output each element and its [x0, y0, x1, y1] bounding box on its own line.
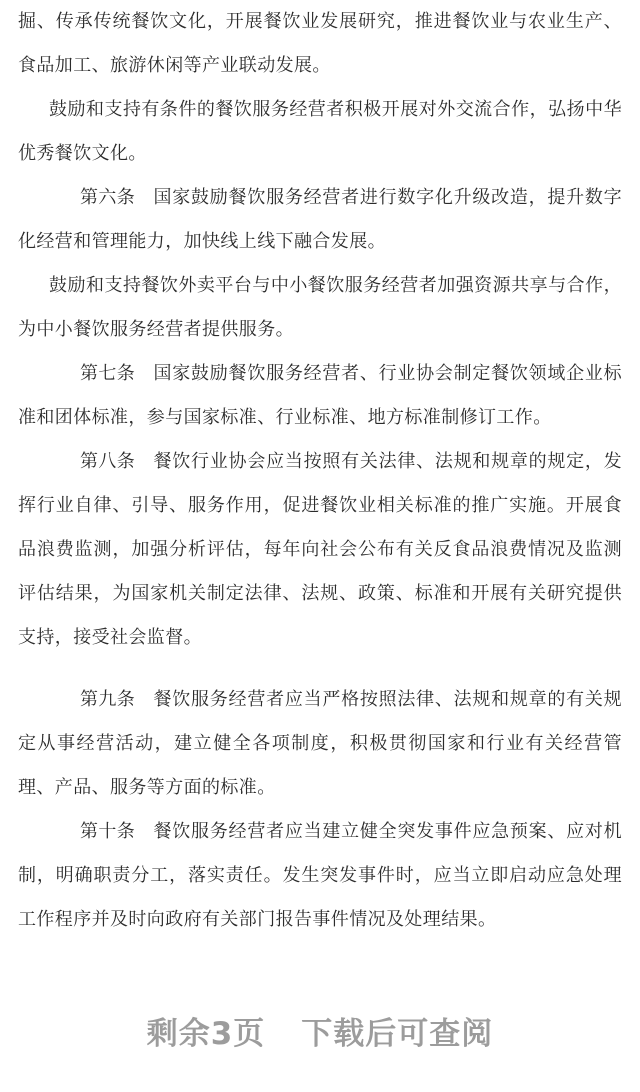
remaining-pages-label: 剩余3页: [146, 1016, 266, 1052]
paragraph-text: 鼓励和支持有条件的餐饮服务经营者积极开展对外交流合作，弘扬中华优秀餐饮文化。: [18, 99, 622, 164]
paragraph-text: 国家鼓励餐饮服务经营者进行数字化升级改造，提升数字化经营和管理能力，加快线上线下融合发展。: [18, 187, 622, 252]
article-number: 第十条: [80, 821, 136, 842]
article-8: [18, 440, 622, 660]
paragraph-text: 鼓励和支持餐饮外卖平台与中小餐饮服务经营者加强资源共享与合作，为中小餐饮服务经营者提供服务。: [18, 275, 622, 340]
paragraph-text: 餐饮服务经营者应当建立健全突发事件应急预案、应对机制，明确职责分工，落实责任。发生突发事件时，应当立即启动应急处理工作程序并及时向政府有关部门报告事件情况及处理结果。: [18, 821, 622, 930]
download-to-read-label: 下载后可查阅: [301, 1016, 494, 1052]
article-7: [18, 352, 622, 440]
article-9: [18, 678, 622, 810]
article-6: [18, 176, 622, 264]
paragraph: [18, 88, 622, 176]
article-10: [18, 810, 622, 942]
paragraph-text: 餐饮行业协会应当按照有关法律、法规和规章的规定，发挥行业自律、引导、服务作用，促进餐饮业相关标准的推广实施。开展食品浪费监测，加强分析评估，每年向社会公布有关反食品浪费情况及监测评估结果，为国家机关制定法律、法规、政策、标准和开展有关研究提供支持，接受社会监督。: [18, 451, 622, 648]
paragraph-text: 餐饮服务经营者应当严格按照法律、法规和规章的有关规定从事经营活动，建立健全各项制度，积极贯彻国家和行业有关经营管理、产品、服务等方面的标准。: [18, 689, 622, 798]
paragraph-text: 国家鼓励餐饮服务经营者、行业协会制定餐饮领域企业标准和团体标准，参与国家标准、行业标准、地方标准制修订工作。: [18, 363, 622, 428]
article-number: 第八条: [80, 451, 136, 472]
paragraph-text: 掘、传承传统餐饮文化，开展餐饮业发展研究，推进餐饮业与农业生产、食品加工、旅游休闲等产业联动发展。: [18, 11, 622, 76]
article-number: 第九条: [80, 689, 136, 710]
article-number: 第七条: [80, 363, 136, 384]
download-prompt[interactable]: [0, 1004, 640, 1064]
article-number: 第六条: [80, 187, 136, 208]
paragraph: [18, 264, 622, 352]
paragraph-continued: [18, 0, 622, 88]
